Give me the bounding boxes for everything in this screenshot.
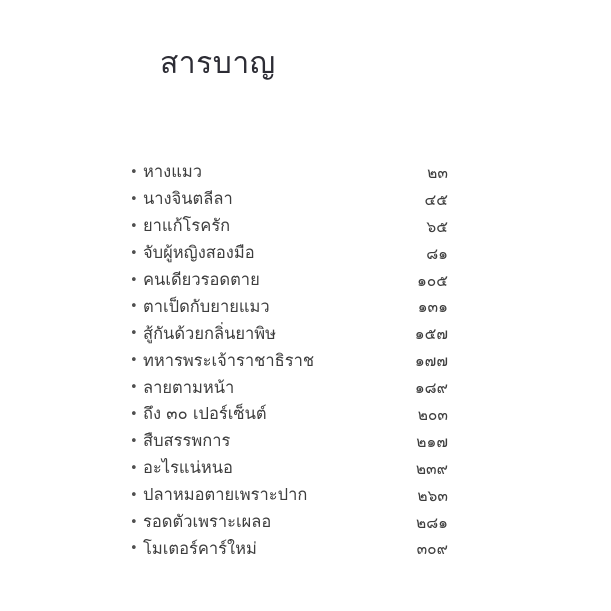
bullet-icon: •: [130, 164, 138, 180]
bullet-icon: •: [130, 406, 138, 422]
toc-entry[interactable]: [130, 482, 448, 509]
toc-entry[interactable]: [130, 240, 448, 267]
bullet-icon: •: [130, 514, 138, 530]
toc-entry-page: ๒๓: [427, 163, 448, 182]
toc-entry[interactable]: [130, 428, 448, 455]
bullet-icon: •: [130, 541, 138, 557]
toc-entry-page: ๑๘๙: [414, 379, 448, 398]
toc-entry-page: ๒๑๗: [416, 432, 448, 451]
bullet-icon: •: [130, 433, 138, 449]
bullet-icon: •: [130, 460, 138, 476]
toc-entry-title: ทหารพระเจ้าราชาธิราช: [143, 350, 315, 370]
toc-entry-title: ตาเป็ดกับยายแมว: [143, 296, 270, 316]
toc-entry-title: ลายตามหน้า: [143, 377, 235, 397]
toc-entry[interactable]: [130, 535, 448, 562]
bullet-icon: •: [130, 272, 138, 288]
toc-entry-page: ๑๓๑: [417, 298, 448, 317]
bullet-icon: •: [130, 218, 138, 234]
toc-entry[interactable]: [130, 267, 448, 294]
bullet-icon: •: [130, 245, 138, 261]
toc-entry[interactable]: [130, 213, 448, 240]
toc-entry-title: อะไรแน่หนอ: [143, 458, 233, 478]
toc-entry-title: โมเตอร์คาร์ใหม่: [143, 538, 257, 558]
toc-entry-page: ๒๓๙: [415, 459, 448, 478]
toc-entry-title: หางแมว: [143, 162, 202, 182]
bullet-icon: •: [130, 326, 138, 342]
toc-entry-title: รอดตัวเพราะเผลอ: [143, 512, 272, 532]
toc-entry[interactable]: [130, 509, 448, 536]
toc-entry-page: ๘๑: [426, 244, 448, 263]
toc-entry[interactable]: [130, 159, 448, 186]
toc-entry-page: ๑๕๗: [414, 325, 448, 344]
toc-entry-page: ๑๗๗: [414, 352, 448, 371]
toc-list: [130, 159, 448, 562]
bullet-icon: •: [130, 487, 138, 503]
toc-entry-page: ๒๐๓: [417, 405, 448, 424]
toc-entry[interactable]: [130, 293, 448, 320]
toc-entry[interactable]: [130, 455, 448, 482]
toc-entry-title: นางจินตลีลา: [143, 189, 233, 209]
toc-entry-title: สืบสรรพการ: [143, 431, 231, 451]
bullet-icon: •: [130, 380, 138, 396]
toc-entry[interactable]: [130, 374, 448, 401]
toc-entry[interactable]: [130, 320, 448, 347]
page-title: สารบาญ: [160, 46, 276, 81]
toc-entry-title: สู้กันด้วยกลิ่นยาพิษ: [143, 323, 277, 343]
toc-entry-title: ปลาหมอตายเพราะปาก: [143, 485, 308, 505]
toc-entry-title: ยาแก้โรครัก: [143, 216, 231, 236]
toc-entry[interactable]: [130, 347, 448, 374]
toc-entry-title: ถึง ๓๐ เปอร์เซ็นต์: [143, 404, 267, 424]
toc-entry[interactable]: [130, 401, 448, 428]
toc-entry-page: ๒๖๓: [417, 486, 448, 505]
toc-entry-page: ๔๕: [424, 190, 448, 209]
toc-entry-title: คนเดียวรอดตาย: [143, 270, 260, 289]
toc-entry[interactable]: [130, 186, 448, 213]
toc-entry-page: ๒๘๑: [415, 513, 448, 532]
toc-entry-page: ๑๐๕: [416, 271, 448, 290]
toc-entry-title: จับผู้หญิงสองมือ: [143, 243, 255, 263]
bullet-icon: •: [130, 299, 138, 315]
toc-entry-page: ๖๕: [426, 217, 448, 236]
bullet-icon: •: [130, 353, 138, 369]
toc-entry-page: ๓๐๙: [416, 540, 448, 559]
bullet-icon: •: [130, 191, 138, 207]
